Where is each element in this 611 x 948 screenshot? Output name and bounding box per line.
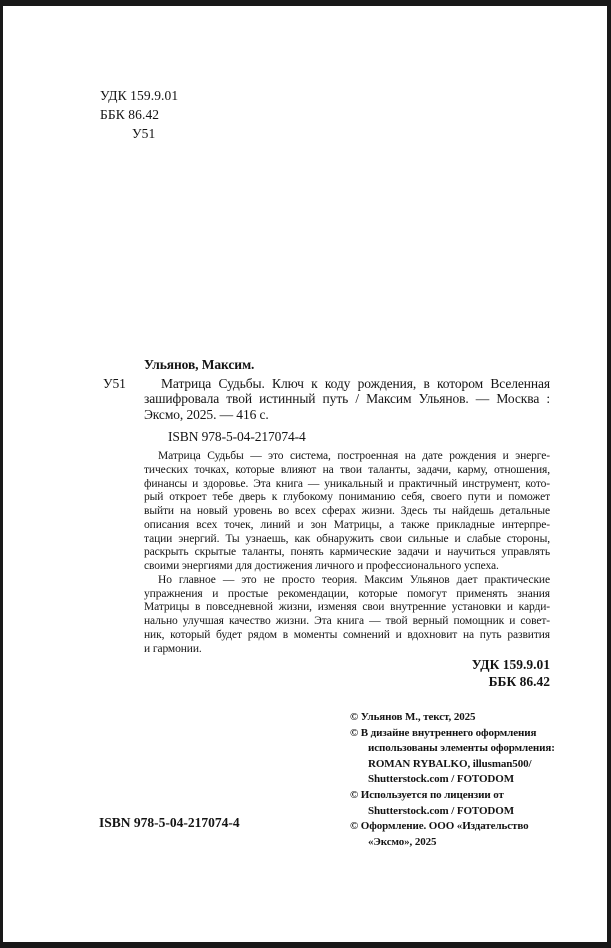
annotation-line: Но главное — это не просто теория. Максим Ульянов дает практические <box>158 573 550 586</box>
annotation-line: Матрицы в повседневной жизни, изменяя свои внутренние установки и карди- <box>144 601 550 614</box>
bib-author: Ульянов, Максим. <box>144 357 255 372</box>
annotation-line: Матрица Судьбы — это система, построенная на дате рождения и энерге- <box>158 450 550 462</box>
copyright-block <box>350 710 562 850</box>
annotation-line: финансы и здоровье. Эта книга — уникальный и практичный инструмент, кото- <box>144 477 550 490</box>
copyright-line: © Ульянов М., текст, 2025 <box>350 711 476 723</box>
annotation-line: и гармонии. <box>144 642 202 655</box>
annotation-line: тации энергий. Ты узнаешь, как обнаружить свои сильные и слабые стороны, <box>144 532 550 545</box>
bib-line: Матрица Судьбы. Ключ к коду рождения, в котором Вселенная <box>161 375 550 391</box>
annotation-line: рый откроет тебе дверь к глубокому пониманию себя, своего пути и поможет <box>144 491 550 504</box>
top-classification-codes <box>100 86 178 143</box>
isbn-bottom: ISBN 978-5-04-217074-4 <box>99 815 240 830</box>
copyright-line: Shutterstock.com / FOTODOM <box>368 773 514 786</box>
annotation-line: ник, который будет рядом в моменты сомнений и вдохновит на путь развития <box>144 628 550 641</box>
udk-code-bottom: УДК 159.9.01 <box>471 657 550 672</box>
annotation-line: своими энергиями для достижения личного и профессионального успеха. <box>144 560 499 572</box>
bottom-classification-codes <box>144 657 550 690</box>
annotation-line: тических точках, которые влияют на твои таланты, задачи, карму, отношения, <box>144 463 550 476</box>
bib-line: Эксмо, 2025. — 416 с. <box>144 406 269 422</box>
author-sign-code: У51 <box>132 126 156 141</box>
bib-isbn: ISBN 978-5-04-217074-4 <box>168 429 306 444</box>
copyright-line: © В дизайне внутреннего оформления <box>350 726 537 739</box>
annotation-line: раскрыть скрытые таланты, понять кармические задачи и научиться управлять <box>144 546 550 559</box>
bbk-code-bottom: ББК 86.42 <box>488 673 550 689</box>
bibliographic-entry <box>103 357 550 445</box>
annotation-line: выйти на новый уровень во всех сферах жизни. Здесь ты найдешь детальные <box>144 505 550 517</box>
bbk-code: ББК 86.42 <box>100 107 160 122</box>
bib-margin-code: У51 <box>103 376 126 391</box>
copyright-line: «Эксмо», 2025 <box>368 835 437 848</box>
udk-code: УДК 159.9.01 <box>100 88 179 103</box>
copyright-line: © Используется по лицензии от <box>350 788 504 801</box>
copyright-line: ROMAN RYBALKO, illusman500/ <box>368 757 532 770</box>
annotation <box>144 450 550 656</box>
annotation-line: нально улучшая качество жизни. Эта книга — твой верный помощник и совет- <box>144 615 550 627</box>
annotation-line: упражнения и простые рекомендации, которые помогут применять знания <box>144 587 550 600</box>
copyright-line: Shutterstock.com / FOTODOM <box>368 804 514 817</box>
annotation-line: описания всех точек, линий и зон Матрицы, а также прикладные интерпре- <box>144 518 550 531</box>
bib-line: зашифровала твой истинный путь / Максим Ульянов. — Москва : <box>144 391 550 406</box>
copyright-line: использованы элементы оформления: <box>368 742 555 755</box>
copyright-line: © Оформление. ООО «Издательство <box>350 820 529 833</box>
